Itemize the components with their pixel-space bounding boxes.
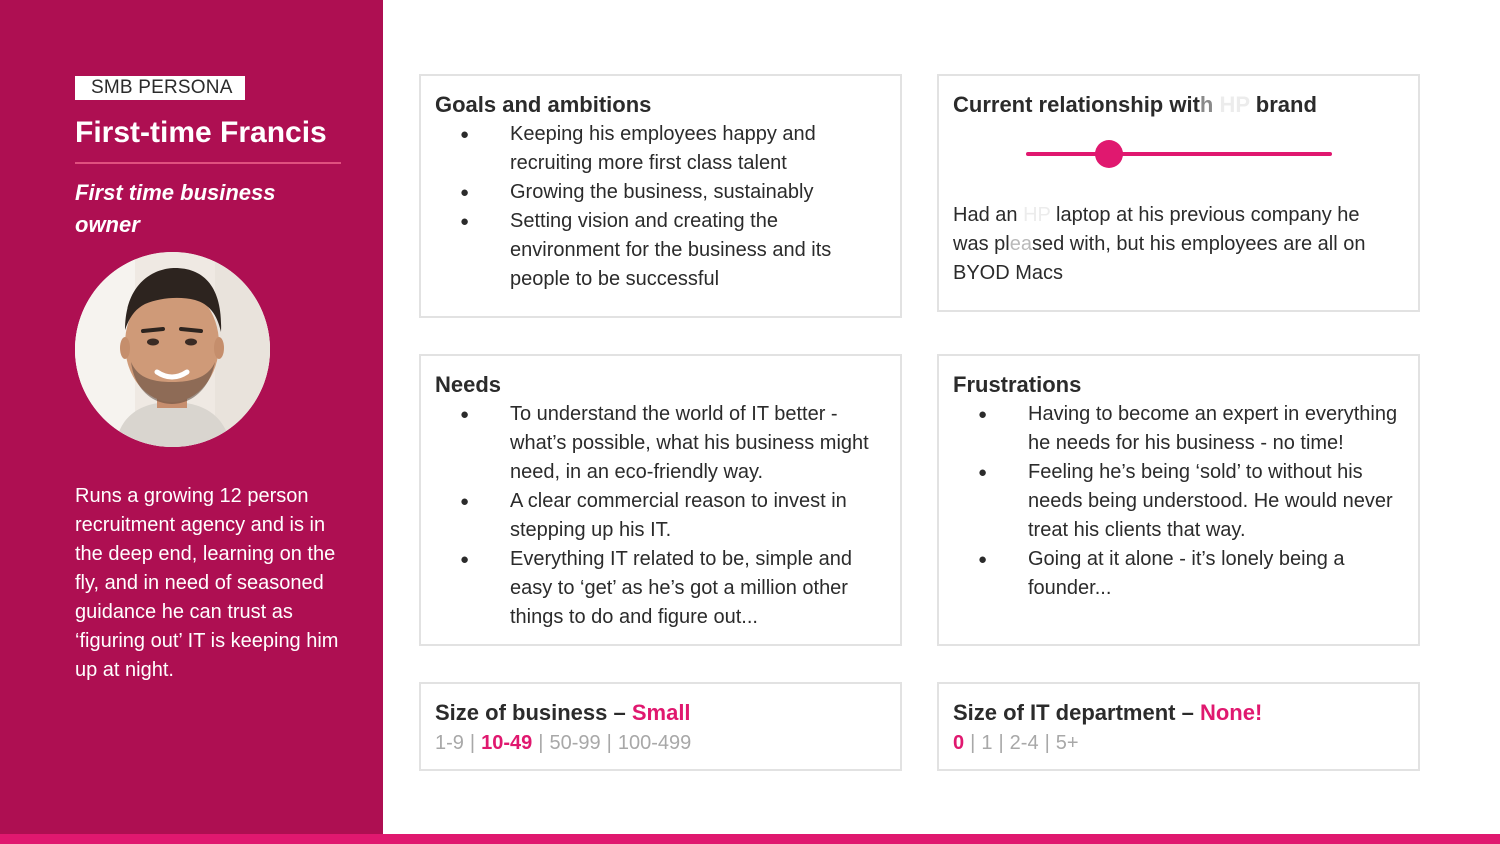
size-business-option: 1-9	[435, 732, 464, 754]
size-business-card	[419, 682, 902, 771]
frustrations-title: Frustrations	[953, 372, 1082, 397]
list-item: ● Going at it alone - it’s lonely being a founder...	[953, 545, 1404, 603]
needs-list	[435, 400, 886, 632]
goals-list	[435, 120, 886, 294]
divider	[75, 162, 341, 164]
size-business-option: 10-49	[481, 732, 533, 754]
size-business-label: Size of business –	[435, 700, 632, 725]
size-it-option: 2-4	[1009, 732, 1039, 754]
relationship-title-fade: h	[1199, 92, 1214, 117]
size-business-scale	[435, 728, 886, 758]
avatar-portrait-image	[75, 252, 270, 447]
list-item: ● Growing the business, sustainably	[435, 178, 886, 207]
relationship-title-brand: HP	[1213, 92, 1256, 117]
frustrations-card	[937, 354, 1420, 646]
needs-card	[419, 354, 902, 646]
size-business-value: Small	[631, 700, 691, 725]
list-item: ● Having to become an expert in everything he needs for his business - no time!	[953, 400, 1404, 458]
relationship-card	[937, 74, 1420, 312]
goals-title: Goals and ambitions	[435, 92, 652, 117]
list-item: ● Keeping his employees happy and recruiting more first class talent	[435, 120, 886, 178]
list-item: ● Everything IT related to be, simple and easy to ‘get’ as he’s got a million other things to do and figure out...	[435, 545, 886, 632]
list-item: ● Feeling he’s being ‘sold’ to without his needs being understood. He would never treat his clients that way.	[953, 458, 1404, 545]
size-business-title	[435, 698, 886, 728]
relationship-text-part: sed with, but his employees are all on BYOD Macs	[953, 233, 1366, 284]
relationship-text-faded: ea	[1009, 233, 1032, 255]
persona-sidebar	[0, 0, 383, 844]
size-business-option: 100-499	[617, 732, 692, 754]
size-it-value: None!	[1199, 700, 1263, 725]
persona-name: First-time Francis	[75, 116, 327, 149]
relationship-text-faded: HP	[1023, 204, 1051, 226]
scale-separator: |	[998, 732, 1004, 754]
relationship-text-part: Had an	[953, 204, 1024, 226]
relationship-title-end: brand	[1255, 92, 1317, 117]
bottom-accent-bar	[0, 834, 1500, 844]
list-item: ● A clear commercial reason to invest in stepping up his IT.	[435, 487, 886, 545]
list-item: ● Setting vision and creating the environment for the business and its people to be successful	[435, 207, 886, 294]
frustrations-list	[953, 400, 1404, 603]
size-it-option: 1	[981, 732, 993, 754]
relationship-title-text: Current relationship wit	[953, 92, 1200, 117]
relationship-text-part: laptop at his previous company he was pl	[953, 204, 1360, 255]
size-it-title	[953, 698, 1404, 728]
scale-separator: |	[538, 732, 544, 754]
size-it-scale	[953, 728, 1404, 758]
persona-role: First time business owner	[75, 180, 276, 237]
avatar	[75, 252, 270, 447]
size-business-option: 50-99	[549, 732, 601, 754]
size-it-option: 0	[953, 732, 965, 754]
scale-separator: |	[970, 732, 976, 754]
relationship-text	[953, 201, 1373, 288]
size-it-option: 5+	[1055, 732, 1079, 754]
relationship-title	[953, 90, 1404, 120]
slider-knob	[1095, 140, 1123, 168]
persona-description: Runs a growing 12 person recruitment agency and is in the deep end, learning on the fly, and in need of seasoned guidance he can trust as ‘figuring out’ IT is keeping him up at night.	[75, 485, 339, 681]
scale-separator: |	[1044, 732, 1050, 754]
size-it-card	[937, 682, 1420, 771]
persona-tag: SMB PERSONA	[75, 76, 245, 100]
list-item: ● To understand the world of IT better - what’s possible, what his business might need, in an eco-friendly way.	[435, 400, 886, 487]
scale-separator: |	[606, 732, 612, 754]
scale-separator: |	[469, 732, 476, 754]
slider-track	[1026, 152, 1332, 156]
needs-title: Needs	[435, 372, 502, 397]
relationship-slider	[953, 132, 1404, 176]
goals-card	[419, 74, 902, 318]
size-it-label: Size of IT department –	[953, 700, 1200, 725]
